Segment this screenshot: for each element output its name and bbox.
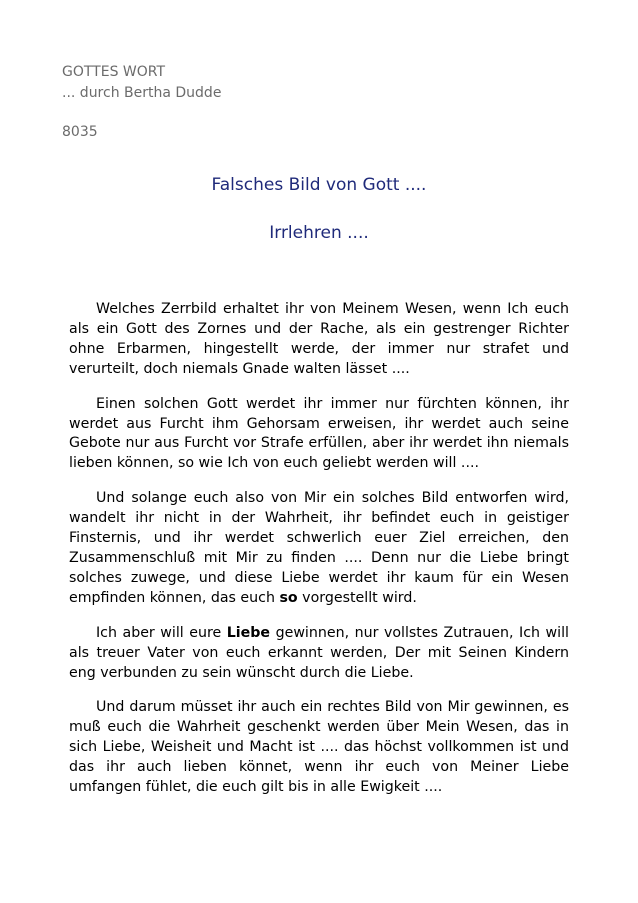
paragraph-4: [69, 624, 569, 684]
paragraph-3: [69, 489, 569, 608]
paragraph-1: Welches Zerrbild erhaltet ihr von Meinem Wesen, wenn Ich euch als ein Gott des Zornes und der Rache, als ein gestrenger Richter ohne Erbarmen, hingestellt werde, der immer nur strafet und verurteilt, doch niemals Gnade walten lässet ....: [69, 301, 569, 377]
paragraph-4-emphasis: Liebe: [226, 624, 271, 641]
paragraph-3-emphasis: so: [279, 589, 298, 606]
page-title: Falsches Bild von Gott ....: [211, 175, 427, 195]
paragraph-5: Und darum müsset ihr auch ein rechtes Bild von Mir gewinnen, es muß euch die Wahrheit geschenkt werden über Mein Wesen, das in sich Liebe, Weisheit und Macht ist .... das höchst vollkommen ist und das ihr auch lieben könnet, wenn ihr euch von Meiner Liebe umfangen fühlet, die euch gilt bis in alle Ewigkeit ....: [69, 699, 569, 796]
paragraph-2: Einen solchen Gott werdet ihr immer nur fürchten können, ihr werdet aus Furcht ihm Gehorsam erweisen, ihr werdet auch seine Gebote nur aus Furcht vor Strafe erfüllen, aber ihr werdet ihn niemals lieben können, so wie Ich von euch geliebt werden will ....: [69, 395, 569, 472]
header-publication: GOTTES WORT: [62, 64, 166, 80]
page-subtitle: Irrlehren ....: [269, 223, 369, 243]
message-number: 8035: [62, 124, 98, 140]
paragraph-4-text-a: Ich aber will eure: [96, 624, 227, 641]
document-header: [62, 62, 221, 143]
paragraph-4-text-b: gewinnen, nur vollstes Zutrauen, Ich will als treuer Vater von euch erkannt werden, Der mit Seinen Kindern eng verbunden zu sein wünscht durch die Liebe.: [69, 624, 569, 681]
paragraph-3-text-b: vorgestellt wird.: [297, 589, 417, 606]
message-body: [69, 300, 569, 813]
paragraph-3-text-a: Und solange euch also von Mir ein solches Bild entworfen wird, wandelt ihr nicht in der Wahrheit, ihr befindet euch in geistiger Finsternis, und ihr werdet schwerlich euer Ziel erreichen, den Zusammenschluß mit Mir zu finden .... Denn nur die Liebe bringt solches zuwege, und diese Liebe werdet ihr kaum für ein Wesen empfinden können, das euch: [69, 490, 569, 606]
header-author: ... durch Bertha Dudde: [62, 85, 222, 101]
